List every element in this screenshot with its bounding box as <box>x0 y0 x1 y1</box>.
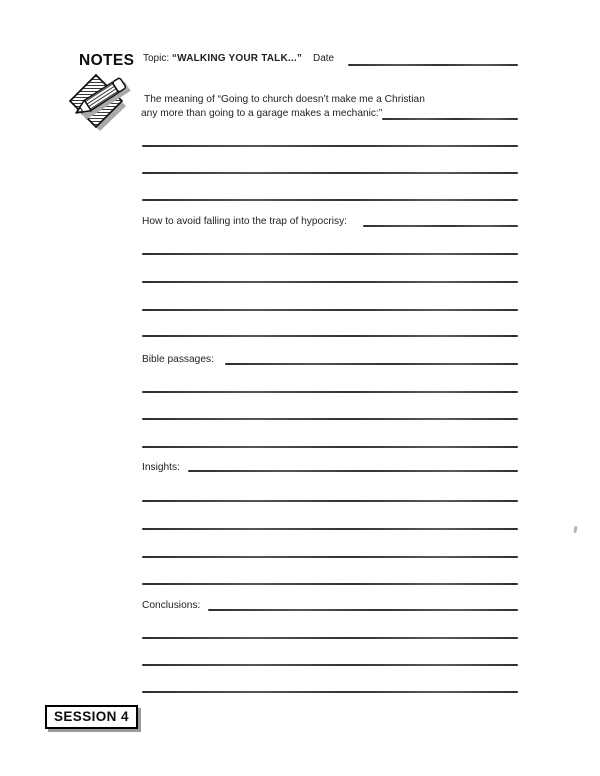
hypocrisy-label: How to avoid falling into the trap of hypocrisy: <box>142 216 347 227</box>
topic-value: “WALKING YOUR TALK...” <box>171 53 303 64</box>
writing-line <box>142 309 518 311</box>
meaning-prompt-line1: The meaning of “Going to church doesn’t make me a Christian <box>144 94 425 105</box>
writing-line <box>142 664 518 666</box>
writing-line <box>142 172 518 174</box>
bible-inline-write-line <box>225 363 518 365</box>
writing-line <box>142 556 518 558</box>
writing-line <box>142 528 518 530</box>
hypocrisy-inline-write-line <box>363 225 518 227</box>
notes-heading: NOTES <box>79 52 135 69</box>
conclusions-label: Conclusions: <box>142 600 201 611</box>
conclusions-inline-write-line <box>208 609 518 611</box>
writing-line <box>142 335 518 337</box>
session-badge: SESSION 4 <box>45 705 138 729</box>
insights-inline-write-line <box>188 470 518 472</box>
meaning-prompt-line2: any more than going to a garage makes a mechanic:” <box>141 107 383 119</box>
writing-line <box>142 391 518 393</box>
writing-line <box>142 281 518 283</box>
writing-line <box>142 691 518 693</box>
writing-line <box>142 199 518 201</box>
date-write-line <box>348 64 518 66</box>
insights-label: Insights: <box>142 462 180 473</box>
date-label: Date <box>313 53 335 64</box>
meaning-inline-write-line <box>382 118 518 120</box>
writing-line <box>142 500 518 502</box>
topic-label: Topic: <box>143 53 170 64</box>
writing-line <box>142 253 518 255</box>
writing-line <box>142 637 518 639</box>
bible-passages-label: Bible passages: <box>142 354 214 365</box>
writing-line <box>142 418 518 420</box>
writing-line <box>142 145 518 147</box>
topic-row <box>143 53 302 64</box>
writing-line <box>142 583 518 585</box>
scan-speck-artifact <box>573 526 577 533</box>
writing-line <box>142 446 518 448</box>
meaning-prompt <box>141 93 501 120</box>
pencil-notepad-icon <box>64 69 140 131</box>
